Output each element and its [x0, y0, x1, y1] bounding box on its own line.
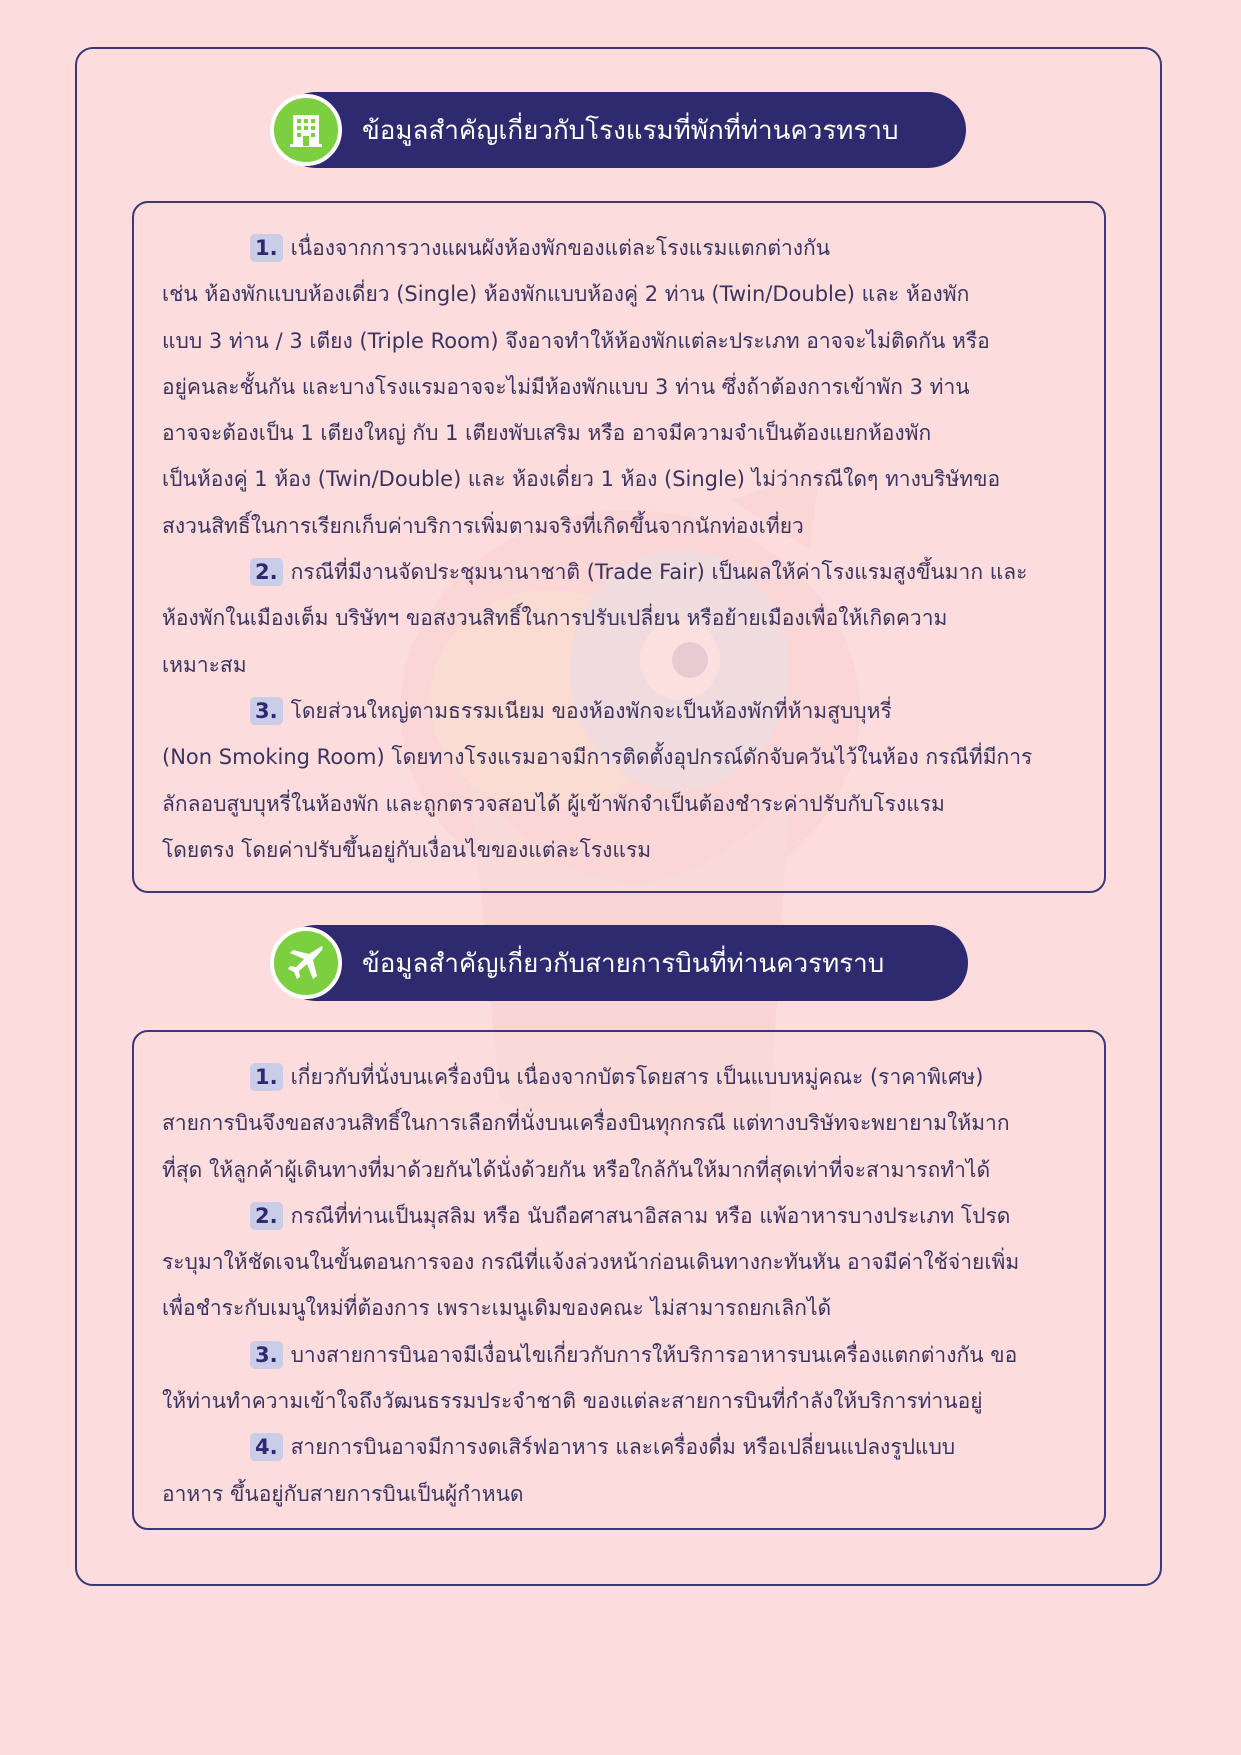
item-first-line: สายการบินอาจมีการงดเสิร์ฟอาหาร และเครื่องดื่ม หรือเปลี่ยนแปลงรูปแบบ — [290, 1435, 956, 1460]
item-number: 2. — [250, 558, 283, 586]
item-line: อาหาร ขึ้นอยู่กับสายการบินเป็นผู้กำหนด — [162, 1481, 524, 1506]
item-number: 4. — [250, 1433, 283, 1461]
item-line: ลักลอบสูบบุหรี่ในห้องพัก และถูกตรวจสอบได้ ผู้เข้าพักจำเป็นต้องชำระค่าปรับกับโรงแรม — [162, 791, 945, 816]
item-line: อาจจะต้องเป็น 1 เตียงใหญ่ กับ 1 เตียงพับเสริม หรือ อาจมีความจำเป็นต้องแยกห้องพัก — [162, 421, 932, 446]
item-first-line: บางสายการบินอาจมีเงื่อนไขเกี่ยวกับการให้บริการอาหารบนเครื่องแตกต่างกัน ขอ — [290, 1342, 1018, 1367]
item-line: ระบุมาให้ชัดเจนในขั้นตอนการจอง กรณีที่แจ้งล่วงหน้าก่อนเดินทางกะทันหัน อาจมีค่าใช้จ่ายเพิ่ม — [162, 1250, 1020, 1275]
item-number: 1. — [250, 1063, 283, 1091]
item-line: อยู่คนละชั้นกัน และบางโรงแรมอาจจะไม่มีห้องพักแบบ 3 ท่าน ซึ่งถ้าต้องการเข้าพัก 3 ท่าน — [162, 374, 970, 399]
airline-item-2 — [162, 1193, 1078, 1332]
hotel-building-icon — [270, 94, 342, 166]
hotel-item-2 — [162, 549, 1078, 688]
hotel-info-box — [132, 201, 1106, 893]
item-line: สงวนสิทธิ์ในการเรียกเก็บค่าบริการเพิ่มตามจริงที่เกิดขึ้นจากนักท่องเที่ยว — [162, 513, 804, 538]
hotel-item-1 — [162, 225, 1078, 549]
item-number: 1. — [250, 234, 283, 262]
item-line: สายการบินจึงขอสงวนสิทธิ์ในการเลือกที่นั่งบนเครื่องบินทุกกรณี แต่ทางบริษัทจะพยายามให้มาก — [162, 1111, 1010, 1136]
item-line: ที่สุด ให้ลูกค้าผู้เดินทางที่มาด้วยกันได้นั่งด้วยกัน หรือใกล้กันให้มากที่สุดเท่าที่จะสามารถทำได้ — [162, 1157, 991, 1182]
item-line: โดยตรง โดยค่าปรับขึ้นอยู่กับเงื่อนไขของแต่ละโรงแรม — [162, 837, 652, 862]
item-line: เป็นห้องคู่ 1 ห้อง (Twin/Double) และ ห้องเดี่ยว 1 ห้อง (Single) ไม่ว่ากรณีใดๆ ทางบริษัทขอ — [162, 467, 1001, 492]
item-line: (Non Smoking Room) โดยทางโรงแรมอาจมีการติดตั้งอุปกรณ์ดักจับควันไว้ในห้อง กรณีที่มีการ — [162, 745, 1033, 770]
item-line: แบบ 3 ท่าน / 3 เตียง (Triple Room) จึงอาจทำให้ห้องพักแต่ละประเภท อาจจะไม่ติดกัน หรือ — [162, 328, 990, 353]
airline-item-3 — [162, 1332, 1078, 1425]
item-first-line: เกี่ยวกับที่นั่งบนเครื่องบิน เนื่องจากบัตรโดยสาร เป็นแบบหมู่คณะ (ราคาพิเศษ) — [290, 1065, 984, 1089]
airline-item-1 — [162, 1054, 1078, 1193]
item-first-line: เนื่องจากการวางแผนผังห้องพักของแต่ละโรงแรมแตกต่างกัน — [290, 236, 831, 260]
airline-item-4 — [162, 1424, 1078, 1517]
airplane-icon — [270, 927, 342, 999]
item-line: ห้องพักในเมืองเต็ม บริษัทฯ ขอสงวนสิทธิ์ในการปรับเปลี่ยน หรือย้ายเมืองเพื่อให้เกิดความ — [162, 606, 948, 631]
hotel-item-3 — [162, 688, 1078, 873]
item-number: 2. — [250, 1202, 283, 1230]
item-number: 3. — [250, 1341, 283, 1369]
item-first-line: กรณีที่ท่านเป็นมุสลิม หรือ นับถือศาสนาอิสลาม หรือ แพ้อาหารบางประเภท โปรด — [290, 1203, 1011, 1228]
item-number: 3. — [250, 697, 283, 725]
airline-section-header — [278, 925, 968, 1001]
airline-info-box — [132, 1030, 1106, 1530]
item-line: เช่น ห้องพักแบบห้องเดี่ยว (Single) ห้องพักแบบห้องคู่ 2 ท่าน (Twin/Double) และ ห้องพัก — [162, 282, 970, 307]
hotel-section-header — [278, 92, 966, 168]
item-line: เหมาะสม — [162, 652, 247, 677]
item-first-line: โดยส่วนใหญ่ตามธรรมเนียม ของห้องพักจะเป็นห้องพักที่ห้ามสูบบุหรี่ — [290, 698, 892, 723]
item-first-line: กรณีที่มีงานจัดประชุมนานาชาติ (Trade Fair) เป็นผลให้ค่าโรงแรมสูงขึ้นมาก และ — [290, 560, 1028, 585]
item-line: เพื่อชำระกับเมนูใหม่ที่ต้องการ เพราะเมนูเดิมของคณะ ไม่สามารถยกเลิกได้ — [162, 1296, 832, 1321]
airline-section-title: ข้อมูลสำคัญเกี่ยวกับสายการบินที่ท่านควรทราบ — [362, 948, 885, 979]
hotel-section-title: ข้อมูลสำคัญเกี่ยวกับโรงแรมที่พักที่ท่านควรทราบ — [362, 115, 899, 146]
item-line: ให้ท่านทำความเข้าใจถึงวัฒนธรรมประจำชาติ ของแต่ละสายการบินที่กำลังให้บริการท่านอยู่ — [162, 1389, 983, 1414]
